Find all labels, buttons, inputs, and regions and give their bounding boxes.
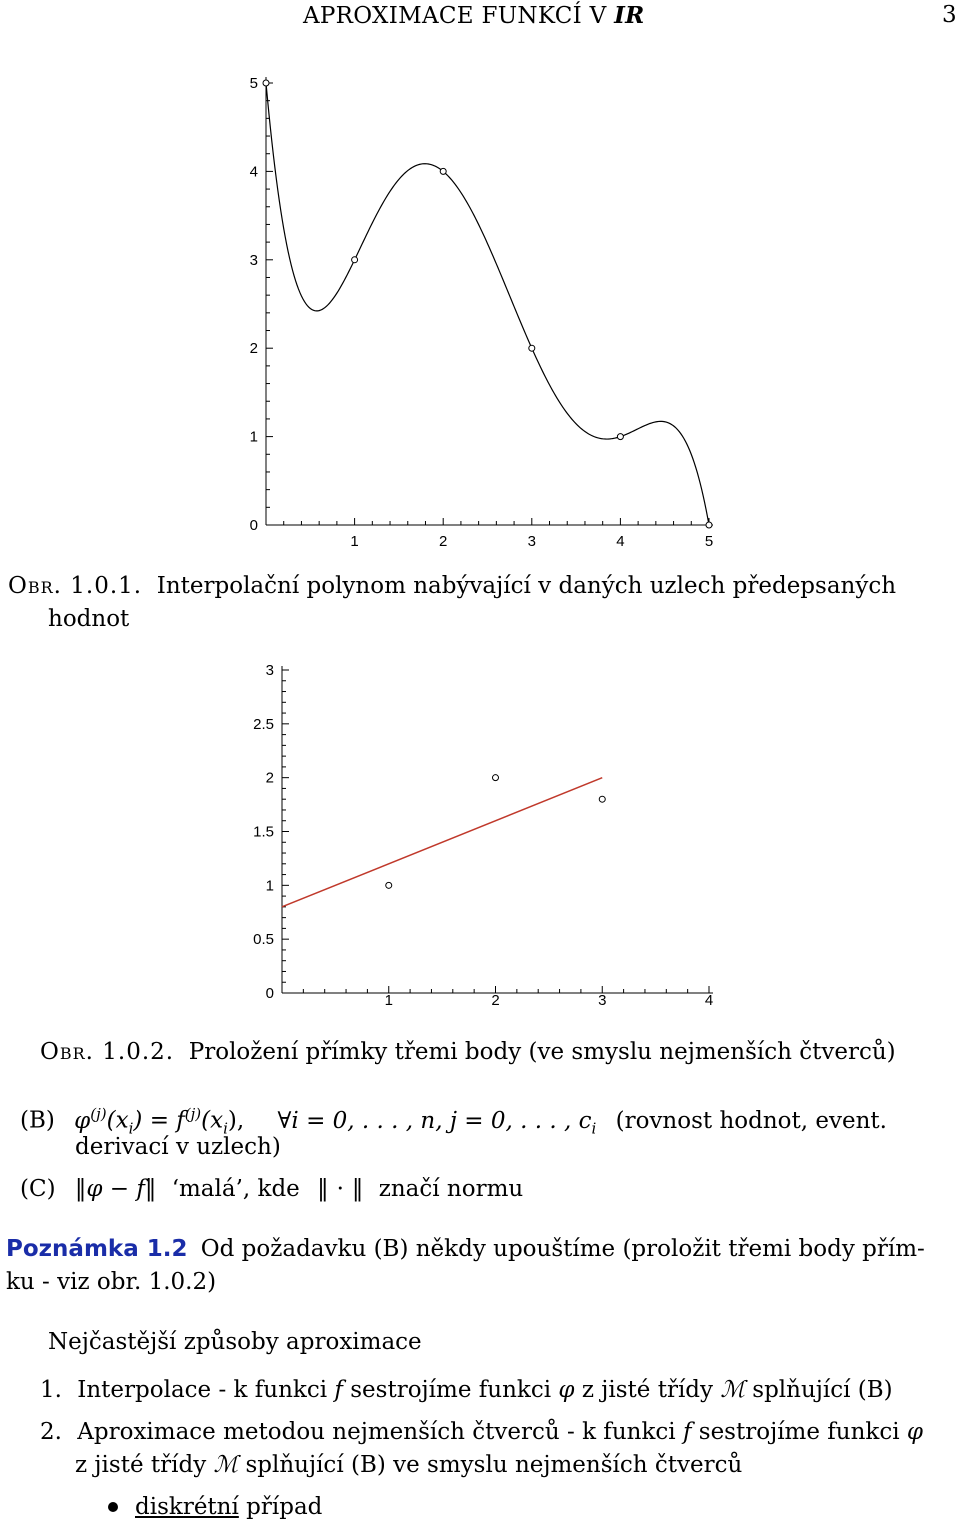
method-item-1	[40, 1374, 893, 1406]
remark-text-cont: ku - viz obr. 1.0.2)	[6, 1269, 217, 1295]
condition-c-dot: ·	[336, 1176, 344, 1202]
interpolation-curve	[266, 83, 709, 525]
remark-label: Poznámka 1.2	[6, 1236, 188, 1262]
figure-2-caption-label: Obr. 1.0.2.	[40, 1039, 175, 1065]
header-title: APROXIMACE FUNKCÍ V	[303, 3, 615, 29]
method-item-1-text-c: z jisté třídy	[581, 1377, 714, 1403]
y-tick-label: 0.5	[253, 931, 274, 949]
method-item-2-f: f	[682, 1419, 692, 1445]
x-tick-label: 2	[439, 533, 448, 550]
x-tick-label: 1	[350, 533, 359, 550]
y-tick-label: 5	[249, 75, 258, 92]
method-item-2-text-a: Aproximace metodou nejmenších čtverců - k funkci	[77, 1419, 676, 1445]
condition-b-arg-2: (x	[201, 1107, 224, 1134]
figure-1-interpolation-plot	[0, 0, 960, 560]
method-item-2-number: 2.	[40, 1419, 62, 1445]
x-tick-label: 4	[704, 992, 714, 1009]
condition-c-text: ‘malá’, kde	[171, 1176, 300, 1202]
figure-1-caption-text: Interpolační polynom nabývající v daných uzlech předepsaných	[156, 573, 897, 599]
method-item-1-text-d: splňující (B)	[752, 1377, 893, 1403]
method-item-1-class-m: ℳ	[720, 1377, 745, 1403]
data-point	[352, 257, 358, 263]
condition-b-note: (rovnost hodnot, event.	[615, 1107, 887, 1134]
method-item-2-cont-a: z jisté třídy	[75, 1452, 207, 1478]
bullet-icon	[108, 1502, 118, 1512]
y-tick-label: 2	[249, 340, 258, 358]
condition-b-superscript: (j)	[90, 1105, 107, 1123]
data-point	[493, 775, 499, 781]
condition-c-label: (C)	[20, 1176, 56, 1202]
data-point	[263, 80, 269, 86]
y-tick-label: 1	[249, 428, 258, 446]
x-tick-label: 3	[527, 533, 536, 550]
data-point	[706, 522, 712, 528]
method-item-2-class-m: ℳ	[213, 1452, 239, 1478]
condition-c-text-2: značí normu	[378, 1176, 524, 1202]
condition-b-subscript: i	[128, 1119, 134, 1138]
least-squares-line	[282, 778, 602, 907]
y-tick-label: 0	[249, 517, 258, 534]
figure-1-caption-cont: hodnot	[48, 606, 130, 632]
x-tick-label: 5	[704, 533, 714, 550]
methods-heading: Nejčastější způsoby aproximace	[48, 1329, 422, 1355]
y-tick-label: 0	[265, 985, 274, 1002]
condition-b-subscript-2: i	[223, 1119, 228, 1138]
x-tick-label: 1	[384, 992, 393, 1009]
method-item-2-phi: φ	[906, 1419, 924, 1445]
condition-b-phi: φ	[74, 1107, 91, 1134]
figure-1-caption	[8, 570, 958, 602]
figure-2-caption	[40, 1036, 896, 1068]
page-number: 3	[942, 2, 957, 28]
y-tick-label: 2.5	[253, 715, 274, 733]
method-item-1-phi: φ	[558, 1377, 575, 1403]
data-point	[599, 796, 605, 802]
x-tick-label: 4	[616, 533, 625, 550]
method-item-1-text-b: sestrojíme funkci	[350, 1377, 552, 1403]
bullet-item	[135, 1491, 322, 1523]
method-item-2	[40, 1416, 923, 1448]
y-tick-label: 2	[265, 769, 274, 787]
data-point	[386, 882, 392, 888]
condition-b-label: (B)	[20, 1107, 55, 1134]
data-point	[440, 168, 446, 174]
condition-b-quantifier-subscript: i	[591, 1119, 597, 1138]
condition-b-note-cont: derivací v uzlech)	[75, 1134, 281, 1160]
condition-b-rhs: ) = f	[133, 1107, 185, 1134]
y-tick-label: 3	[249, 251, 258, 269]
method-item-1-text-a: Interpolace - k funkci	[77, 1377, 328, 1403]
y-tick-label: 1.5	[253, 823, 274, 841]
bullet-item-text: případ	[246, 1494, 323, 1520]
method-item-1-f: f	[334, 1377, 343, 1403]
y-tick-label: 4	[249, 163, 258, 181]
condition-b-superscript-2: (j)	[184, 1105, 202, 1123]
method-item-2-text-b: sestrojíme funkci	[698, 1419, 900, 1445]
x-tick-label: 2	[491, 992, 500, 1009]
method-item-2-cont-b: splňující (B) ve smyslu nejmenších čtverců	[245, 1452, 743, 1478]
figure-2-least-squares-plot	[0, 650, 960, 1020]
remark	[6, 1233, 925, 1265]
method-item-1-number: 1.	[40, 1377, 62, 1403]
figure-1-caption-label: Obr. 1.0.1.	[8, 573, 143, 599]
condition-b-close: ),	[227, 1107, 245, 1134]
header-real-symbol: IR	[614, 2, 645, 29]
remark-text: Od požadavku (B) někdy upouštíme (proložit třemi body přím-	[200, 1236, 925, 1262]
figure-2-caption-text: Proložení přímky třemi body (ve smyslu nejmenších čtverců)	[188, 1039, 896, 1065]
discrete-case-link[interactable]: diskrétní	[135, 1494, 239, 1520]
condition-b-quantifier: ∀i = 0, . . . , n, j = 0, . . . , c	[277, 1107, 592, 1134]
data-point	[617, 434, 623, 440]
condition-c: (C) ‖φ − f‖ ‘malá’, kde ‖ · ‖ značí normu	[20, 1176, 524, 1202]
method-item-2-cont	[75, 1449, 742, 1481]
y-tick-label: 3	[265, 662, 274, 679]
condition-b-arg: (x	[106, 1107, 129, 1134]
y-tick-label: 1	[265, 877, 274, 895]
condition-c-norm: φ − f	[86, 1176, 145, 1202]
x-tick-label: 3	[598, 992, 607, 1009]
data-point	[529, 345, 535, 351]
